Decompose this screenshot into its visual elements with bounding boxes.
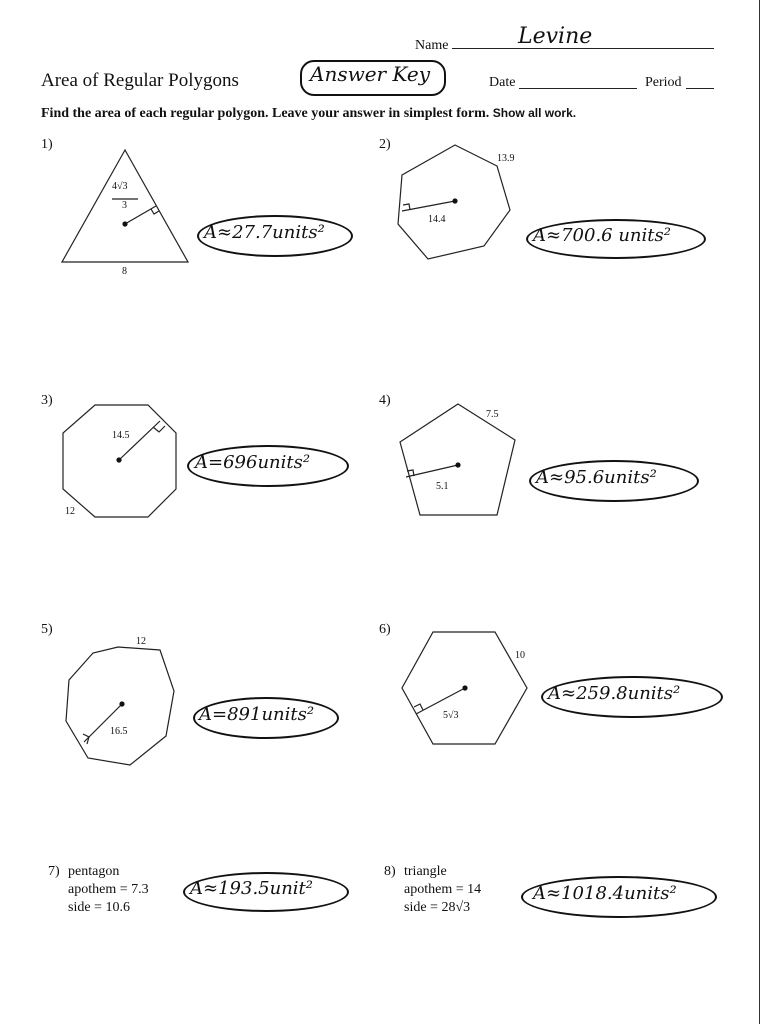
answer-7: A≈193.5unit²: [190, 878, 314, 899]
p7-side: side = 10.6: [68, 900, 130, 915]
right-angle-5: [83, 734, 89, 744]
answer-8: A≈1018.4units²: [533, 883, 677, 904]
p8-apothem: apothem = 14: [404, 882, 482, 897]
instructions-extra: Show all work.: [492, 106, 577, 120]
page-title: Area of Regular Polygons: [41, 70, 239, 91]
answer-3: A=696units²: [195, 452, 311, 473]
p4-side-label: 7.5: [486, 409, 499, 420]
right-angle-1: [151, 209, 159, 214]
problem-1-number: 1): [41, 137, 53, 152]
p1-side-label: 8: [122, 266, 127, 277]
p4-apothem-label: 5.1: [436, 481, 449, 492]
problem-7-number: 7): [48, 864, 60, 879]
problem-5-number: 5): [41, 622, 53, 637]
answer-6: A≈259.8units²: [548, 683, 681, 704]
right-angle-6: [414, 704, 423, 710]
name-label: Name: [415, 38, 449, 53]
problem-3-number: 3): [41, 393, 53, 408]
answer-2: A≈700.6 units²: [533, 225, 671, 246]
p2-apothem-label: 14.4: [428, 214, 446, 225]
p7-apothem: apothem = 7.3: [68, 882, 149, 897]
name-value: Levine: [518, 24, 593, 49]
pentagon-figure: [400, 404, 515, 515]
p8-shape: triangle: [404, 864, 447, 879]
p5-side-label: 12: [136, 636, 146, 647]
answer-4: A≈95.6units²: [536, 467, 657, 488]
p3-side-label: 12: [65, 506, 75, 517]
problem-2-number: 2): [379, 137, 391, 152]
problem-8-number: 8): [384, 864, 396, 879]
instructions-text: Find the area of each regular polygon. Leave your answer in simplest form.: [41, 106, 490, 121]
p8-side: side = 28√3: [404, 900, 471, 915]
apothem-line-1: [125, 206, 156, 224]
p6-apothem-label: 5√3: [443, 710, 459, 721]
p2-side-label: 13.9: [497, 153, 515, 164]
date-label: Date: [489, 75, 516, 90]
problem-4-number: 4): [379, 393, 391, 408]
p5-apothem-label: 16.5: [110, 726, 128, 737]
p6-side-label: 10: [515, 650, 525, 661]
right-angle-3: [153, 426, 165, 432]
problem-6-number: 6): [379, 622, 391, 637]
p1-apothem-denominator: 3: [122, 200, 127, 211]
period-label: Period: [645, 75, 682, 90]
answer-5: A=891units²: [199, 704, 315, 725]
p3-apothem-label: 14.5: [112, 430, 130, 441]
answer-1: A≈27.7units²: [204, 222, 325, 243]
p7-shape: pentagon: [68, 864, 120, 879]
p1-apothem-numerator: 4√3: [112, 181, 128, 192]
answer-key-label: Answer Key: [310, 62, 430, 86]
